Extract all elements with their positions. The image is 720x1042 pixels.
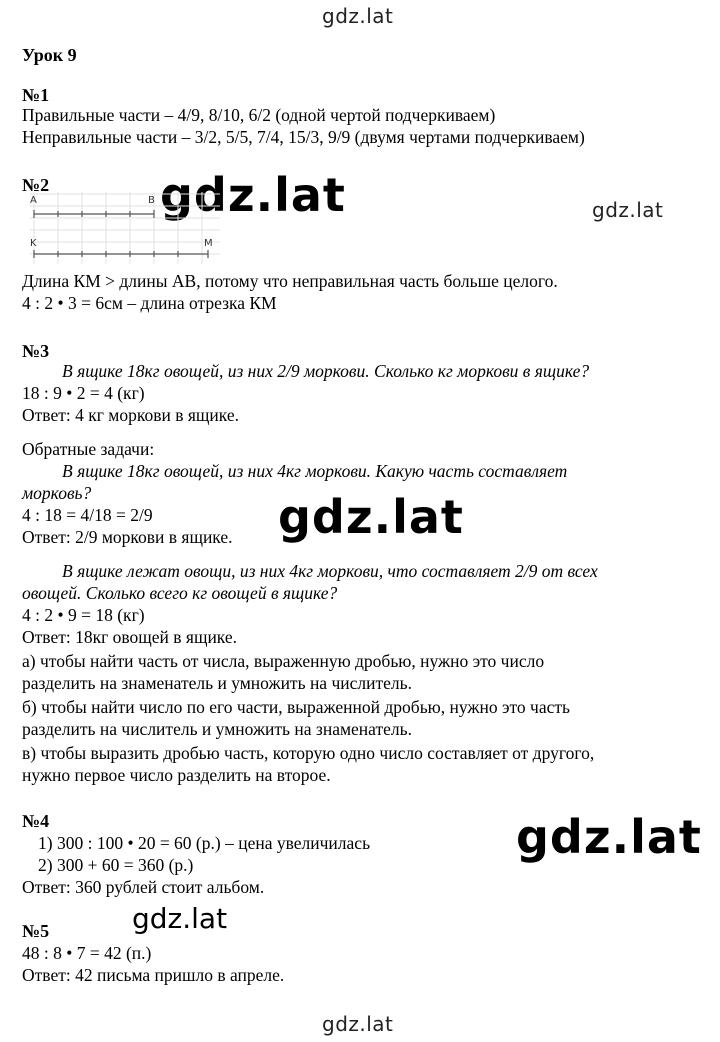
task3-answer-1: Ответ: 4 кг моркови в ящике. [22,405,239,425]
task3-rule-a-1: а) чтобы найти часть от числа, выраженную дробью, нужно это число [22,651,545,671]
task2-line-1: Длина КМ > длины АВ, потому что неправильная часть больше целого. [22,271,558,291]
task5-answer: Ответ: 42 письма пришло в апреле. [22,965,285,985]
task1-line-2: Неправильные части – 3/2, 5/5, 7/4, 15/3, 9/9 (двумя чертами подчеркиваем) [22,127,585,147]
task3-question-2b: морковь? [22,483,92,503]
watermark-small-right: gdz.lat [592,198,664,222]
task2-line-2: 4 : 2 • 3 = 6см – длина отрезка КМ [22,293,277,313]
task5-number: №5 [22,921,50,941]
watermark-top: gdz.lat [322,4,394,28]
watermark-big-1: gdz.lat [160,168,346,222]
task4-number: №4 [22,811,50,831]
task3-rule-c-1: в) чтобы выразить дробью часть, которую одно число составляет от другого, [22,743,595,763]
lesson-title: Урок 9 [22,45,77,65]
task3-number: №3 [22,341,50,361]
task3-rule-c-2: нужно первое число разделить на второе. [22,765,331,785]
watermark-big-2: gdz.lat [278,490,464,544]
task3-inverse-heading: Обратные задачи: [22,439,155,459]
task4-answer: Ответ: 360 рублей стоит альбом. [22,877,265,897]
segment-grid-svg [30,192,220,264]
label-k: K [30,238,37,249]
task1-line-1: Правильные части – 4/9, 8/10, 6/2 (одной чертой подчеркиваем) [22,105,496,125]
task4-step-2: 2) 300 + 60 = 360 (р.) [38,855,194,875]
task2-number: №2 [22,175,50,195]
label-b: B [148,195,155,206]
watermark-mid: gdz.lat [132,902,228,935]
segment-diagram [30,192,220,264]
task3-solution-3: 4 : 2 • 9 = 18 (кг) [22,605,145,625]
task3-solution-1: 18 : 9 • 2 = 4 (кг) [22,383,145,403]
task1-number: №1 [22,85,50,105]
watermark-big-3: gdz.lat [516,810,702,864]
task5-solution: 48 : 8 • 7 = 42 (п.) [22,943,152,963]
task3-question-1: В ящике 18кг овощей, из них 2/9 моркови. Сколько кг моркови в ящике? [62,361,590,381]
task3-rule-a-2: разделить на знаменатель и умножить на числитель. [22,673,412,693]
watermark-bottom: gdz.lat [322,1012,394,1036]
task3-rule-b-1: б) чтобы найти число по его части, выраженной дробью, нужно это часть [22,697,570,717]
task3-rule-b-2: разделить на числитель и умножить на знаменатель. [22,719,412,739]
task3-question-3b: овощей. Сколько всего кг овощей в ящике? [22,583,338,603]
task3-answer-2: Ответ: 2/9 моркови в ящике. [22,527,233,547]
task3-answer-3: Ответ: 18кг овощей в ящике. [22,627,238,647]
label-a: A [30,195,37,206]
task4-step-1: 1) 300 : 100 • 20 = 60 (р.) – цена увеличилась [38,833,371,853]
label-m: M [204,238,213,249]
task3-solution-2: 4 : 18 = 4/18 = 2/9 [22,505,153,525]
task3-question-2a: В ящике 18кг овощей, из них 4кг моркови. Какую часть составляет [62,461,568,481]
task3-question-3a: В ящике лежат овощи, из них 4кг моркови, что составляет 2/9 от всех [62,561,598,581]
